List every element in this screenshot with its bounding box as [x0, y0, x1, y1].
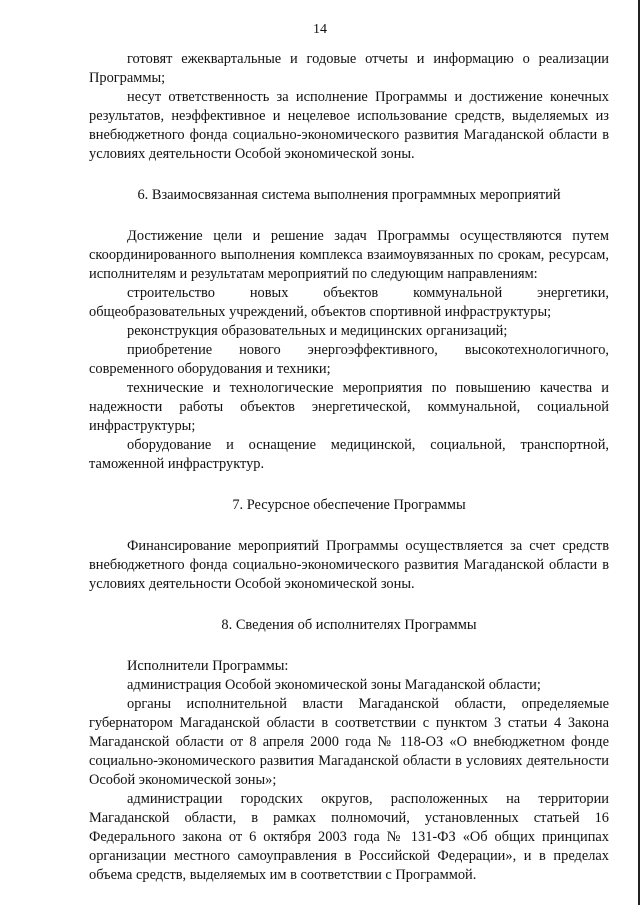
document-body — [89, 50, 609, 885]
section-heading-8: 8. Сведения об исполнителях Программы — [221, 617, 477, 633]
list-item: реконструкция образовательных и медицинских организаций; — [127, 323, 508, 339]
paragraph: Исполнители Программы: — [127, 658, 289, 674]
list-item: технические и технологические мероприятия по повышению качества и надежности работы объектов энергетической, коммунальной, социальной инфраструктуры; — [89, 380, 609, 434]
paragraph: Достижение цели и решение задач Программы осуществляются путем скоординированного выполнения комплекса взаимоувязанных по срокам, ресурсам, исполнителям и результатам мероприятий по следующим направлениям: — [89, 228, 609, 282]
section-heading-6: 6. Взаимосвязанная система выполнения программных мероприятий — [137, 187, 561, 203]
list-item: оборудование и оснащение медицинской, социальной, транспортной, таможенной инфраструктур. — [89, 437, 609, 472]
list-item: строительство новых объектов коммунальной энергетики, общеобразовательных учреждений, объектов спортивной инфраструктуры; — [89, 285, 609, 320]
list-item: органы исполнительной власти Магаданской области, определяемые губернатором Магаданской области в соответствии с пунктом 3 статьи 4 Закона Магаданской области от 8 апреля 2000 года № 118-ОЗ «О внебюджетном фонде социально-экономического развития Магаданской области в условиях деятельности Особой экономической зоны»; — [89, 696, 609, 788]
list-item: администрация Особой экономической зоны Магаданской области; — [127, 677, 541, 693]
section-heading-7: 7. Ресурсное обеспечение Программы — [232, 497, 466, 513]
paragraph: Финансирование мероприятий Программы осуществляется за счет средств внебюджетного фонда социально-экономического развития Магаданской области в условиях деятельности Особой экономической зоны. — [89, 538, 609, 592]
list-item: администрации городских округов, расположенных на территории Магаданской области, в рамках полномочий, установленных статьей 16 Федерального закона от 6 октября 2003 года № 131-ФЗ «Об общих принципах организации местного самоуправления в Российской Федерации», и в пределах объема средств, выделяемых им в соответствии с Программой. — [89, 791, 609, 883]
paragraph: несут ответственность за исполнение Программы и достижение конечных результатов, неэффективное и нецелевое использование средств, выделяемых из внебюджетного фонда социально-экономического развития Магаданской области в условиях деятельности Особой экономической зоны. — [89, 89, 609, 162]
paragraph: готовят ежеквартальные и годовые отчеты и информацию о реализации Программы; — [89, 51, 609, 86]
list-item: приобретение нового энергоэффективного, высокотехнологичного, современного оборудования и техники; — [89, 342, 609, 377]
page-number: 14 — [313, 22, 327, 37]
